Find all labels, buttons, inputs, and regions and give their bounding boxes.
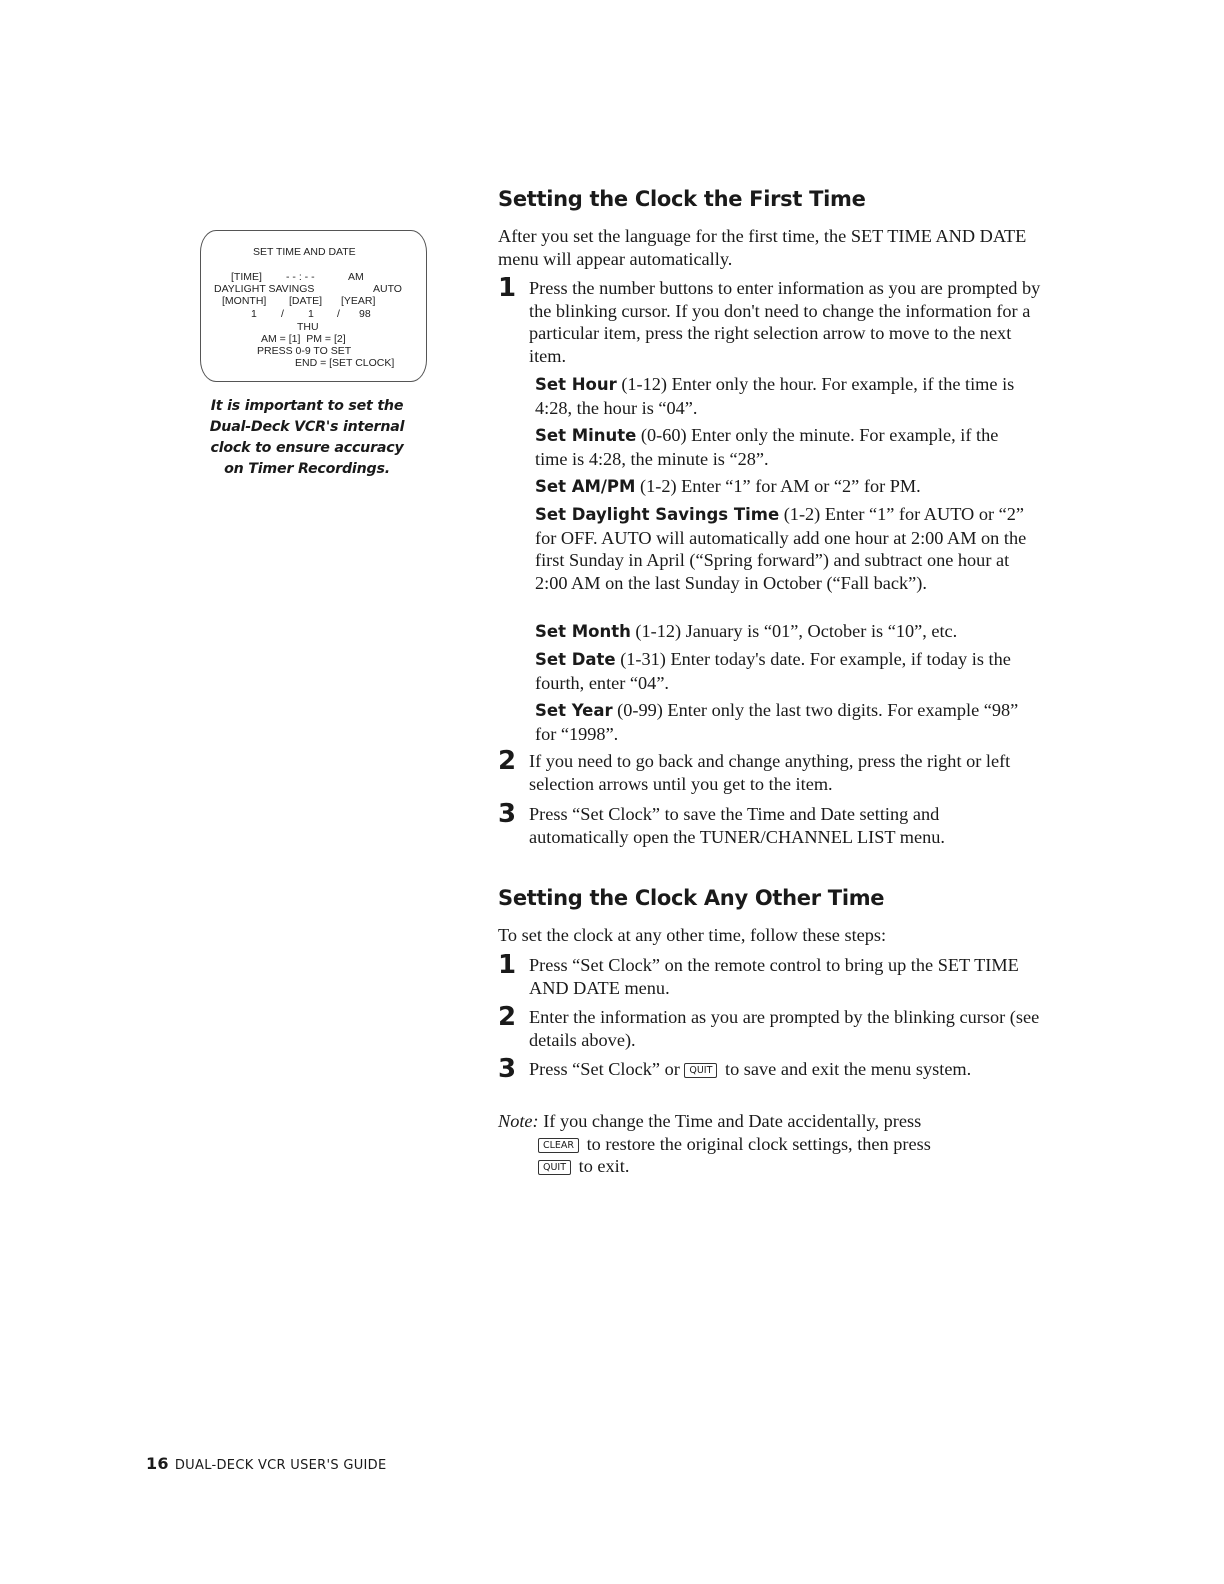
clear-key-icon: CLEAR <box>538 1138 579 1153</box>
section2-step-3 <box>498 1054 1043 1084</box>
step-text: If you need to go back and change anything, press the right or left selection arrows until you get to the item. <box>529 751 1011 794</box>
note-text: to exit. <box>574 1156 630 1176</box>
option-term: Set Daylight Savings Time <box>535 505 780 524</box>
option-term: Set AM/PM <box>535 477 636 496</box>
page-number: 16 <box>146 1454 169 1473</box>
screen-year-value: 98 <box>359 308 371 320</box>
screen-month-value: 1 <box>251 308 257 320</box>
screen-year-label: [YEAR] <box>341 295 376 307</box>
screen-ampm-help: AM = [1] PM = [2] <box>261 333 346 345</box>
illustration-caption <box>196 396 418 480</box>
note-label: Note: <box>498 1111 539 1131</box>
guide-title: DUAL-DECK VCR USER'S GUIDE <box>174 1458 387 1473</box>
option-text: (1-31) Enter today's date. For example, if today is the fourth, enter “04”. <box>535 649 1011 693</box>
section1-step-3 <box>498 799 1043 848</box>
step-number: 3 <box>498 1054 517 1084</box>
option-text: (1-2) Enter “1” for AUTO or “2” for OFF. AUTO will automatically add one hour at 2:00 AM on the first Sunday in April (“Spring forward”) and subtract one hour at 2:00 AM on the last Sunday in October (“Fall back”). <box>535 504 1027 593</box>
step-number: 1 <box>498 273 517 303</box>
step-number: 2 <box>498 746 517 776</box>
option-set-daylight-savings <box>535 503 1035 594</box>
section2-step-2 <box>498 1002 1043 1051</box>
note-text: to restore the original clock settings, then press <box>582 1133 931 1154</box>
screen-time-label: [TIME] <box>231 271 262 283</box>
note <box>498 1110 1043 1178</box>
caption-line: Dual-Deck VCR's internal <box>209 419 405 435</box>
section-heading-any-other-time: Setting the Clock Any Other Time <box>498 886 885 910</box>
screen-date-label: [DATE] <box>289 295 323 307</box>
screen-end-help: END = [SET CLOCK] <box>295 357 395 369</box>
option-text: (1-12) January is “01”, October is “10”, etc. <box>630 621 958 641</box>
caption-line: clock to ensure accuracy <box>210 440 404 456</box>
option-term: Set Hour <box>535 375 617 394</box>
caption-line: It is important to set the <box>210 398 404 414</box>
caption-line: on Timer Recordings. <box>224 461 390 477</box>
step-text <box>529 1058 1043 1081</box>
section1-step-1 <box>498 273 1043 367</box>
step-text-part: to save and exit the menu system. <box>720 1059 972 1079</box>
screen-sep-2: / <box>337 308 340 320</box>
option-term: Set Year <box>535 701 613 720</box>
screen-title: SET TIME AND DATE <box>253 246 356 258</box>
option-set-date <box>535 648 1035 694</box>
screen-date-value: 1 <box>308 308 314 320</box>
step-text: Enter the information as you are prompted by the blinking cursor (see details above). <box>529 1007 1040 1050</box>
screen-weekday: THU <box>297 321 319 333</box>
screen-dst-label: DAYLIGHT SAVINGS <box>214 283 315 295</box>
step-text: Press “Set Clock” to save the Time and Date setting and automatically open the TUNER/CHANNEL LIST menu. <box>529 804 945 847</box>
screen-sep-1: / <box>281 308 284 320</box>
tv-screen-illustration <box>200 230 427 382</box>
note-text: If you change the Time and Date accidentally, press <box>538 1111 922 1131</box>
option-term: Set Date <box>535 650 616 669</box>
option-term: Set Month <box>535 622 631 641</box>
quit-key-icon: QUIT <box>538 1160 571 1175</box>
screen-press-help: PRESS 0-9 TO SET <box>257 345 352 357</box>
section-heading-first-time: Setting the Clock the First Time <box>498 187 866 211</box>
section1-intro: After you set the language for the first time, the SET TIME AND DATE menu will appear automatically. <box>498 226 1027 269</box>
screen-dst-value: AUTO <box>373 283 402 295</box>
screen-month-label: [MONTH] <box>222 295 267 307</box>
option-set-year <box>535 699 1035 745</box>
step-text: Press the number buttons to enter information as you are prompted by the blinking cursor. If you don't need to change the information for a particular item, press the right selection arrow to move to the next item. <box>529 278 1041 366</box>
step-number: 3 <box>498 799 517 829</box>
option-text: (0-60) Enter only the minute. For example, if the time is 4:28, the minute is “28”. <box>535 425 999 469</box>
option-set-ampm <box>535 475 1035 499</box>
option-set-hour <box>535 373 1035 419</box>
option-set-minute <box>535 424 1035 470</box>
option-text: (0-99) Enter only the last two digits. For example “98” for “1998”. <box>535 700 1019 744</box>
option-text: (1-12) Enter only the hour. For example, if the time is 4:28, the hour is “04”. <box>535 374 1015 418</box>
option-set-month <box>535 620 1035 644</box>
step-text: Press “Set Clock” on the remote control to bring up the SET TIME AND DATE menu. <box>529 955 1019 998</box>
option-text: (1-2) Enter “1” for AM or “2” for PM. <box>635 476 921 496</box>
quit-key-icon: QUIT <box>684 1063 717 1078</box>
step-number: 2 <box>498 1002 517 1032</box>
section2-step-1 <box>498 950 1043 999</box>
section2-intro: To set the clock at any other time, follow these steps: <box>498 925 887 945</box>
screen-time-ampm: AM <box>348 271 364 283</box>
screen-time-value: - - : - - <box>286 271 315 283</box>
step-text-part: Press “Set Clock” or <box>529 1059 685 1079</box>
section1-step-2 <box>498 746 1043 795</box>
page-footer <box>146 1454 387 1473</box>
option-term: Set Minute <box>535 426 637 445</box>
step-number: 1 <box>498 950 517 980</box>
